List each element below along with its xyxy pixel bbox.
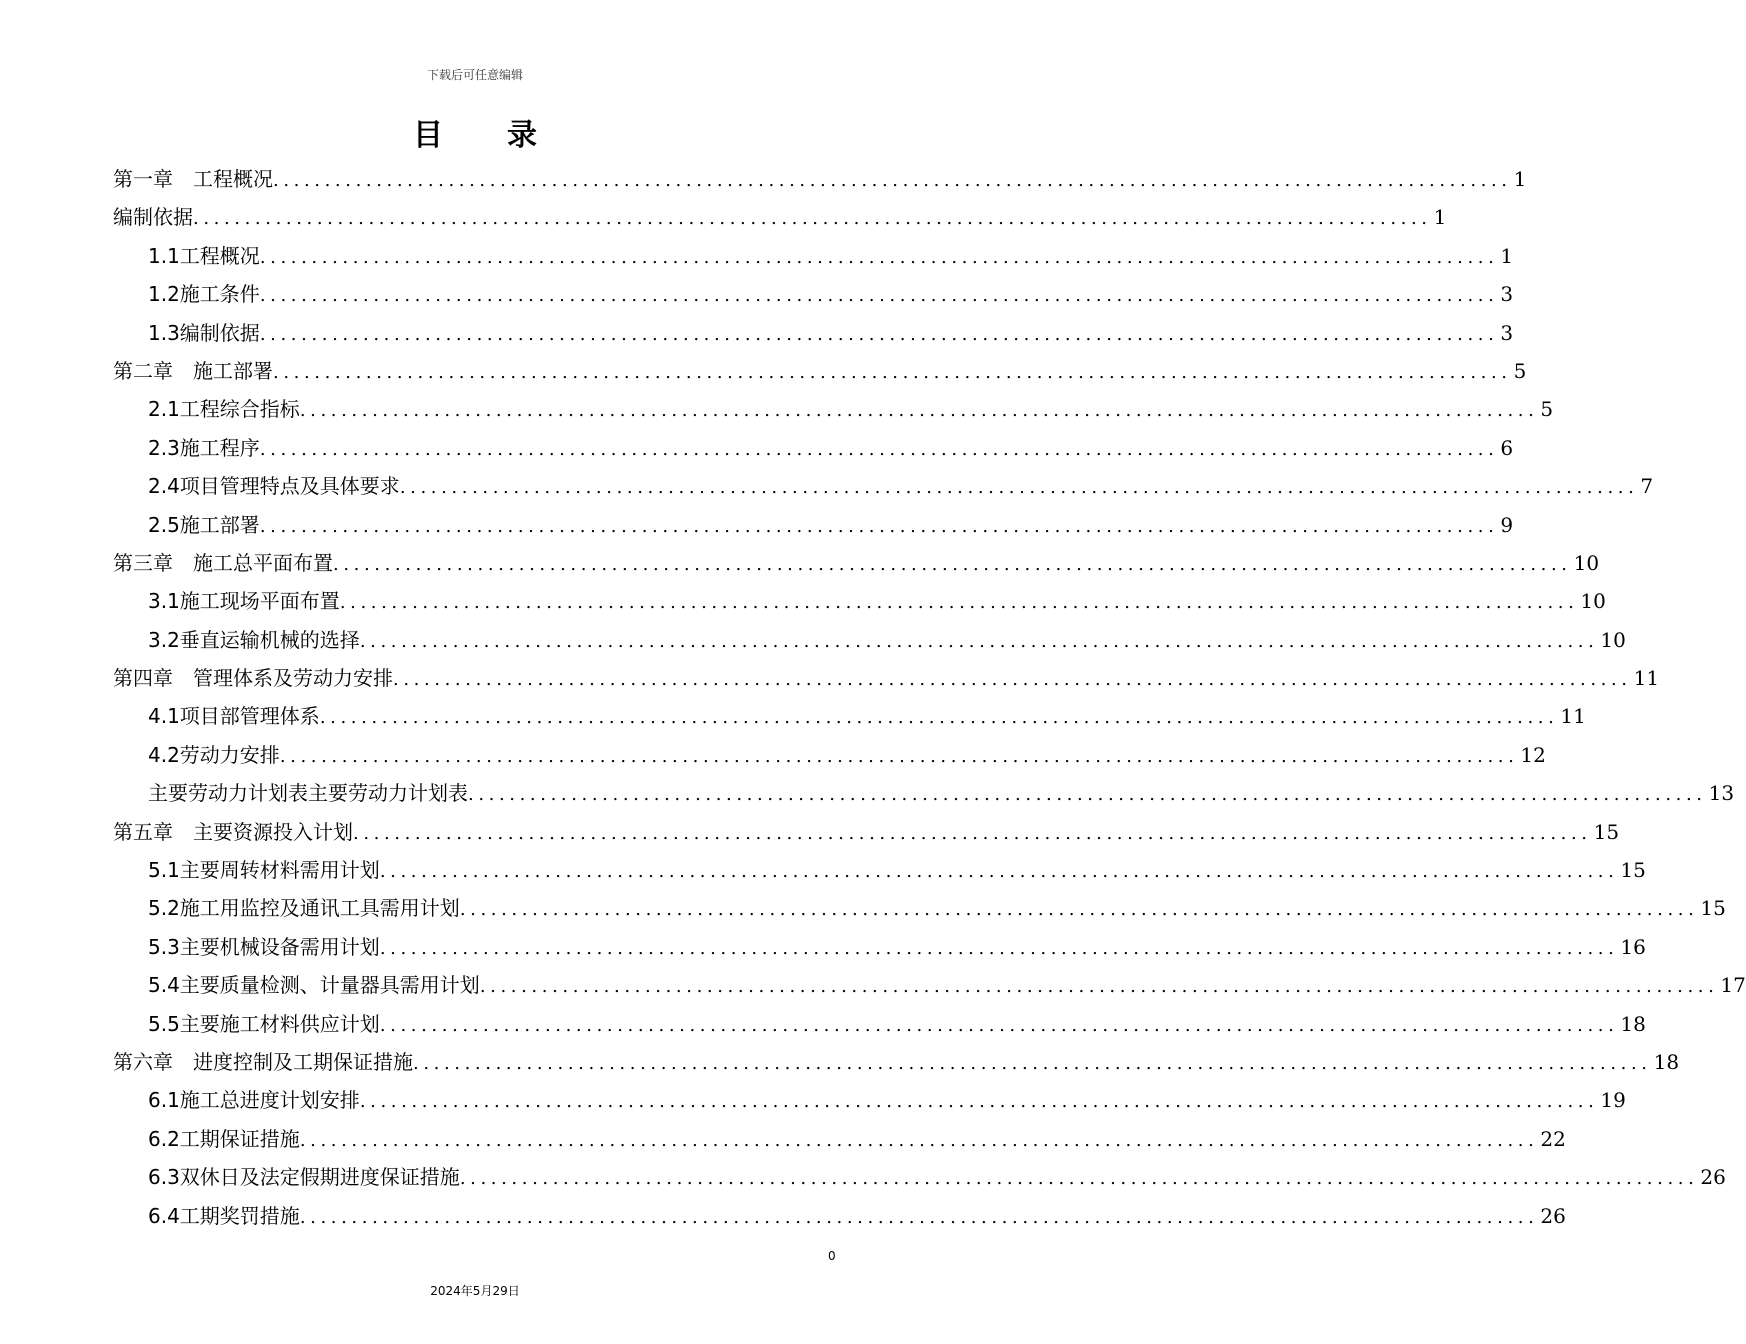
toc-leader-dots: ........................................................................................................................: [279, 745, 1519, 767]
toc-entry-page: 1: [1433, 205, 1447, 230]
toc-leader-dots: ........................................................................................................................: [353, 822, 1592, 844]
toc-entry-page: 10: [1580, 589, 1606, 614]
toc-entry[interactable]: [113, 851, 1646, 889]
toc-entry-page: 15: [1593, 819, 1620, 844]
toc-entry-label: 5.1主要周转材料需用计划: [148, 858, 380, 883]
toc-entry-label: 第四章 管理体系及劳动力安排: [113, 666, 393, 691]
toc-entry-page: 5: [1540, 397, 1554, 422]
toc-leader-dots: ........................................................................................................................: [273, 170, 1512, 191]
toc-entry-label: 6.3双休日及法定假期进度保证措施: [148, 1165, 460, 1190]
toc-leader-dots: ........................................................................................................................: [259, 515, 1499, 537]
toc-leader-dots: ........................................................................................................................: [479, 976, 1719, 998]
toc-entry[interactable]: [113, 429, 1514, 467]
toc-entry[interactable]: [113, 314, 1514, 352]
toc-leader-dots: ........................................................................................................................: [399, 477, 1639, 499]
toc-entry-page: 22: [1540, 1126, 1566, 1151]
toc-leader-dots: ........................................................................................................................: [259, 246, 1499, 268]
toc-entry-label: 第五章 主要资源投入计划: [113, 819, 353, 844]
toc-leader-dots: ........................................................................................................................: [299, 1206, 1539, 1228]
toc-entry-label: 第三章 施工总平面布置: [113, 550, 333, 575]
toc-entry-page: 5: [1513, 358, 1527, 383]
toc-leader-dots: ........................................................................................................................: [299, 400, 1539, 422]
toc-entry-page: 26: [1700, 1165, 1726, 1190]
toc-entry-page: 6: [1500, 435, 1514, 460]
toc-entry[interactable]: [113, 659, 1660, 697]
toc-entry-page: 11: [1560, 704, 1586, 729]
toc-leader-dots: ........................................................................................................................: [259, 285, 1499, 307]
toc-entry-page: 26: [1540, 1203, 1566, 1228]
toc-title: 目录: [413, 118, 601, 153]
toc-entry[interactable]: [113, 1043, 1680, 1081]
toc-entry[interactable]: [113, 889, 1726, 927]
toc-entry[interactable]: [113, 237, 1514, 275]
toc-entry-label: 第六章 进度控制及工期保证措施: [113, 1049, 413, 1074]
toc-leader-dots: ........................................................................................................................: [459, 899, 1699, 921]
toc-leader-dots: ........................................................................................................................: [379, 1014, 1619, 1036]
toc-entry-label: 2.3施工程序: [148, 435, 260, 460]
toc-entry-page: 19: [1600, 1088, 1626, 1113]
toc-entry[interactable]: [113, 467, 1654, 505]
toc-entry[interactable]: [113, 966, 1746, 1004]
toc-entry-page: 3: [1500, 320, 1514, 345]
toc-entry-label: 4.1项目部管理体系: [148, 704, 320, 729]
toc-leader-dots: ........................................................................................................................: [379, 937, 1619, 959]
toc-entry-page: 9: [1500, 512, 1514, 537]
toc-entry-page: 3: [1500, 282, 1514, 307]
toc-entry[interactable]: [113, 352, 1527, 390]
toc-entry-label: 5.2施工用监控及通讯工具需用计划: [148, 896, 460, 921]
toc-entry-label: 1.2施工条件: [148, 282, 260, 307]
toc-entry-label: 5.5主要施工材料供应计划: [148, 1011, 380, 1036]
toc-entry-label: 第一章 工程概况: [113, 167, 273, 191]
toc-entry[interactable]: [113, 198, 1447, 236]
toc-leader-dots: ........................................................................................................................: [333, 553, 1572, 575]
toc-leader-dots: ........................................................................................................................: [413, 1052, 1652, 1074]
toc-leader-dots: ........................................................................................................................: [393, 669, 1632, 691]
toc-entry-label: 1.3编制依据: [148, 320, 260, 345]
toc-leader-dots: ........................................................................................................................: [193, 208, 1432, 230]
toc-entry-page: 12: [1520, 742, 1546, 767]
toc-entry-page: 10: [1600, 627, 1626, 652]
toc-entry-label: 6.4工期奖罚措施: [148, 1203, 300, 1228]
toc-entry-page: 1: [1513, 167, 1527, 191]
table-of-contents: [113, 160, 1746, 1235]
toc-entry[interactable]: [113, 1120, 1566, 1158]
toc-leader-dots: ........................................................................................................................: [459, 1168, 1699, 1190]
toc-entry[interactable]: [113, 621, 1626, 659]
toc-leader-dots: ........................................................................................................................: [259, 438, 1499, 460]
toc-entry-page: 13: [1708, 781, 1735, 806]
toc-entry-page: 11: [1633, 666, 1660, 691]
toc-entry[interactable]: [113, 506, 1514, 544]
toc-entry-label: 6.2工期保证措施: [148, 1126, 300, 1151]
toc-entry-page: 16: [1620, 934, 1646, 959]
toc-entry-label: 3.1施工现场平面布置: [148, 589, 340, 614]
page-header: 下载后可任意编辑: [426, 68, 523, 82]
toc-leader-dots: ........................................................................................................................: [299, 1129, 1539, 1151]
toc-entry-label: 5.3主要机械设备需用计划: [148, 934, 380, 959]
footer-date: 2024年5月29日: [430, 1284, 520, 1298]
toc-entry-label: 1.1工程概况: [148, 243, 260, 268]
toc-entry[interactable]: [113, 544, 1600, 582]
toc-entry-label: 3.2垂直运输机械的选择: [148, 627, 360, 652]
toc-entry-label: 2.5施工部署: [148, 512, 260, 537]
toc-entry-page: 17: [1720, 973, 1746, 998]
toc-entry-label: 6.1施工总进度计划安排: [148, 1088, 360, 1113]
toc-leader-dots: ........................................................................................................................: [359, 1091, 1599, 1113]
toc-entry[interactable]: [113, 160, 1527, 198]
toc-entry-label: 2.1工程综合指标: [148, 397, 300, 422]
toc-entry[interactable]: [113, 275, 1514, 313]
toc-leader-dots: ........................................................................................................................: [273, 361, 1512, 383]
toc-entry[interactable]: [113, 390, 1554, 428]
toc-entry[interactable]: [113, 1005, 1646, 1043]
toc-leader-dots: ........................................................................................................................: [468, 784, 1707, 806]
toc-entry[interactable]: [113, 736, 1546, 774]
toc-entry[interactable]: [113, 582, 1606, 620]
toc-entry-label: 编制依据: [113, 205, 193, 230]
toc-leader-dots: ........................................................................................................................: [319, 707, 1559, 729]
toc-entry-page: 15: [1620, 858, 1646, 883]
toc-leader-dots: ........................................................................................................................: [379, 861, 1619, 883]
toc-entry[interactable]: [113, 774, 1735, 812]
toc-entry[interactable]: [113, 697, 1586, 735]
toc-entry-page: 18: [1620, 1011, 1646, 1036]
page-number: 0: [828, 1249, 836, 1263]
toc-entry[interactable]: [113, 928, 1646, 966]
toc-entry[interactable]: [113, 813, 1620, 851]
toc-leader-dots: ........................................................................................................................: [359, 630, 1599, 652]
toc-entry[interactable]: [113, 1158, 1726, 1196]
toc-entry-label: 第二章 施工部署: [113, 358, 273, 383]
toc-leader-dots: ........................................................................................................................: [259, 323, 1499, 345]
toc-entry-page: 10: [1573, 550, 1600, 575]
toc-entry-label: 2.4项目管理特点及具体要求: [148, 474, 400, 499]
toc-entry[interactable]: [113, 1081, 1626, 1119]
toc-leader-dots: ........................................................................................................................: [339, 592, 1579, 614]
toc-entry-label: 4.2劳动力安排: [148, 742, 280, 767]
toc-entry-page: 1: [1500, 243, 1514, 268]
toc-entry-page: 7: [1640, 474, 1654, 499]
toc-entry-label: 5.4主要质量检测、计量器具需用计划: [148, 973, 480, 998]
toc-entry-label: 主要劳动力计划表主要劳动力计划表: [148, 781, 468, 806]
toc-entry-page: 15: [1700, 896, 1726, 921]
toc-entry-page: 18: [1653, 1049, 1680, 1074]
toc-entry[interactable]: [113, 1197, 1566, 1235]
